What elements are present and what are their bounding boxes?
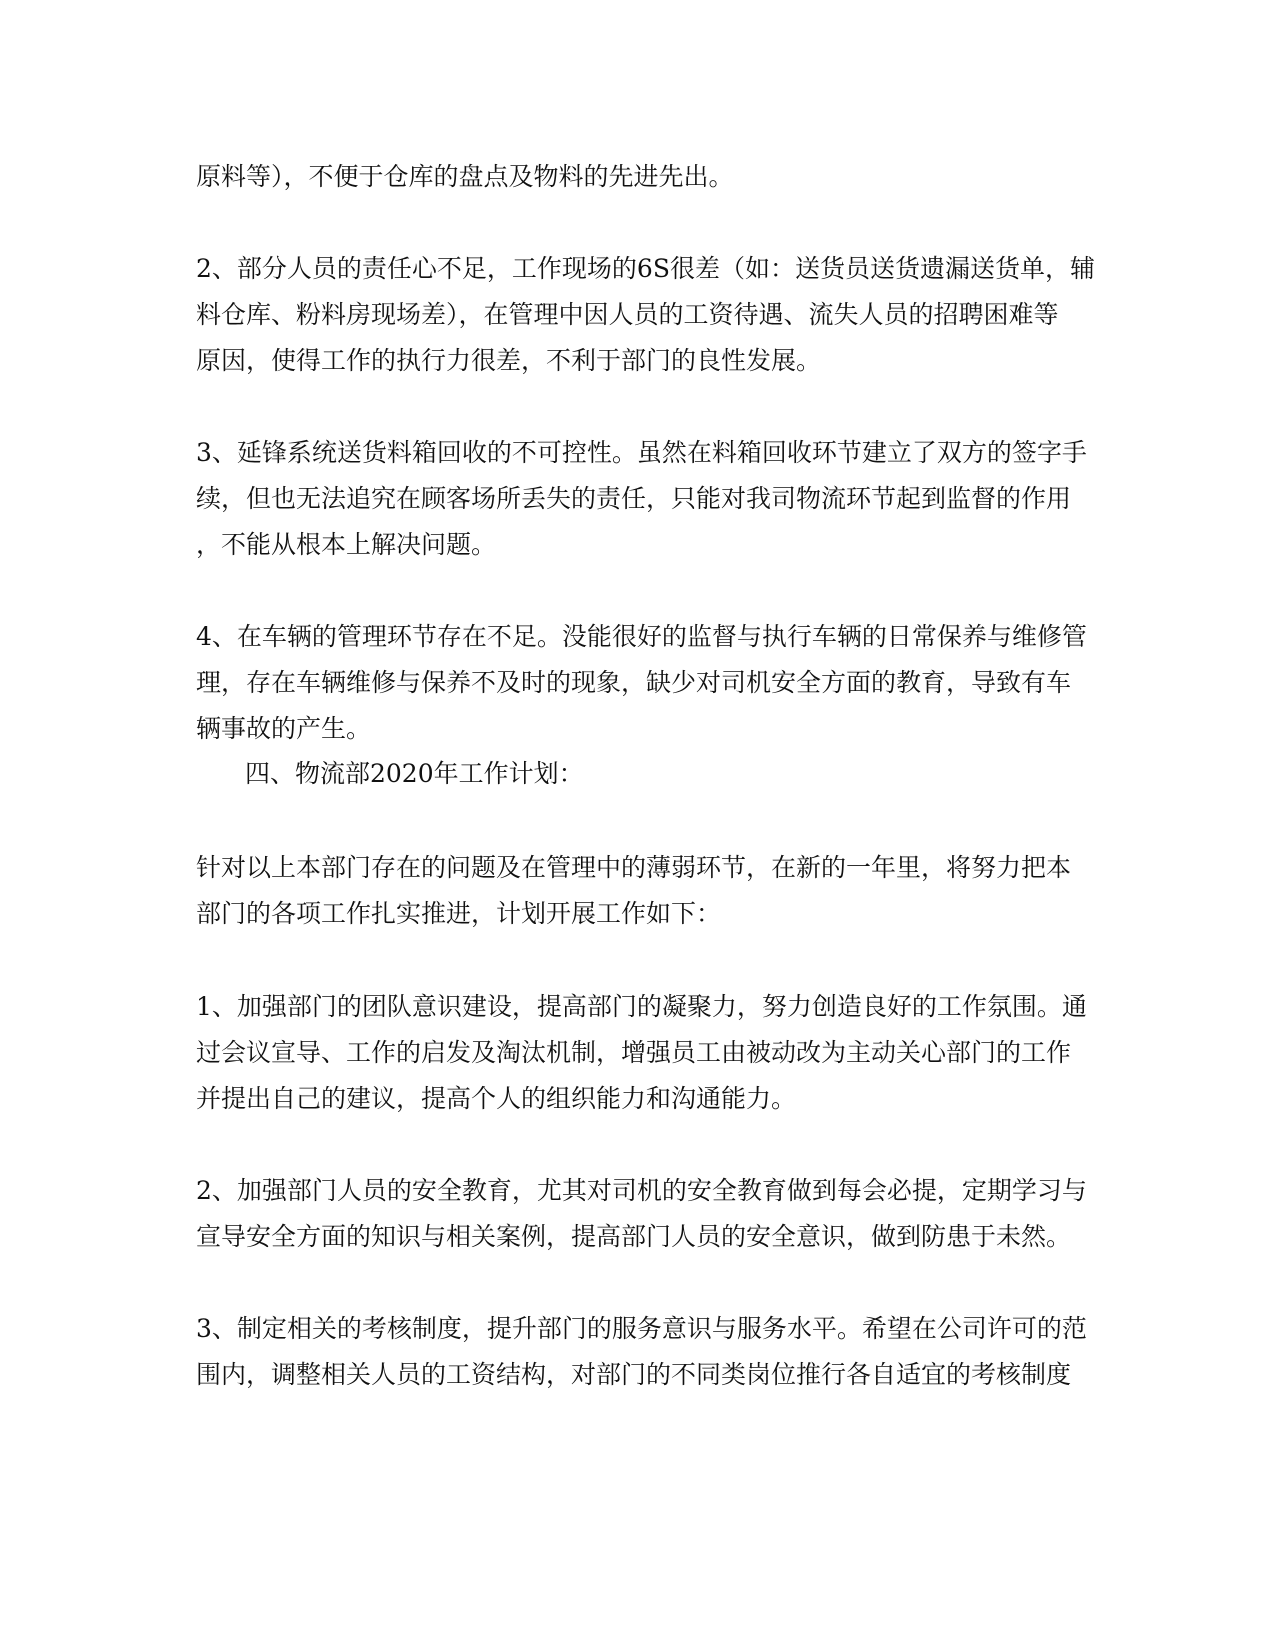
text-line: 4、在车辆的管理环节存在不足。没能很好的监督与执行车辆的日常保养与维修管 (196, 622, 1087, 651)
text-line: 原因，使得工作的执行力很差，不利于部门的良性发展。 (196, 346, 822, 375)
text-line: 原料等），不便于仓库的盘点及物料的先进先出。 (196, 162, 734, 191)
text-line: 辆事故的产生。 (196, 714, 372, 743)
text-line: 料仓库、粉料房现场差），在管理中因人员的工资待遇、流失人员的招聘困难等 (196, 300, 1059, 329)
text-line: 2、部分人员的责任心不足，工作现场的6S很差（如：送货员送货遗漏送货单，辅 (196, 254, 1095, 283)
section-heading: 四、物流部2020年工作计划： (245, 759, 584, 788)
text-line: 3、延锋系统送货料箱回收的不可控性。虽然在料箱回收环节建立了双方的签字手 (196, 438, 1087, 467)
text-line: 围内，调整相关人员的工资结构，对部门的不同类岗位推行各自适宜的考核制度 (196, 1360, 1072, 1389)
text-line: 2、加强部门人员的安全教育，尤其对司机的安全教育做到每会必提，定期学习与 (196, 1176, 1087, 1205)
text-line: ，不能从根本上解决问题。 (196, 530, 497, 559)
text-line: 针对以上本部门存在的问题及在管理中的薄弱环节，在新的一年里，将努力把本 (196, 853, 1072, 882)
text-line: 续，但也无法追究在顾客场所丢失的责任，只能对我司物流环节起到监督的作用 (196, 484, 1072, 513)
text-line: 部门的各项工作扎实推进，计划开展工作如下： (196, 899, 722, 928)
text-line: 过会议宣导、工作的启发及淘汰机制，增强员工由被动改为主动关心部门的工作 (196, 1038, 1072, 1067)
text-line: 并提出自己的建议，提高个人的组织能力和沟通能力。 (196, 1084, 797, 1113)
text-line: 宣导安全方面的知识与相关案例，提高部门人员的安全意识，做到防患于未然。 (196, 1222, 1072, 1251)
text-line: 1、加强部门的团队意识建设，提高部门的凝聚力，努力创造良好的工作氛围。通 (196, 992, 1087, 1021)
text-line: 理，存在车辆维修与保养不及时的现象，缺少对司机安全方面的教育，导致有车 (196, 668, 1072, 697)
text-line: 3、制定相关的考核制度，提升部门的服务意识与服务水平。希望在公司许可的范 (196, 1314, 1087, 1343)
